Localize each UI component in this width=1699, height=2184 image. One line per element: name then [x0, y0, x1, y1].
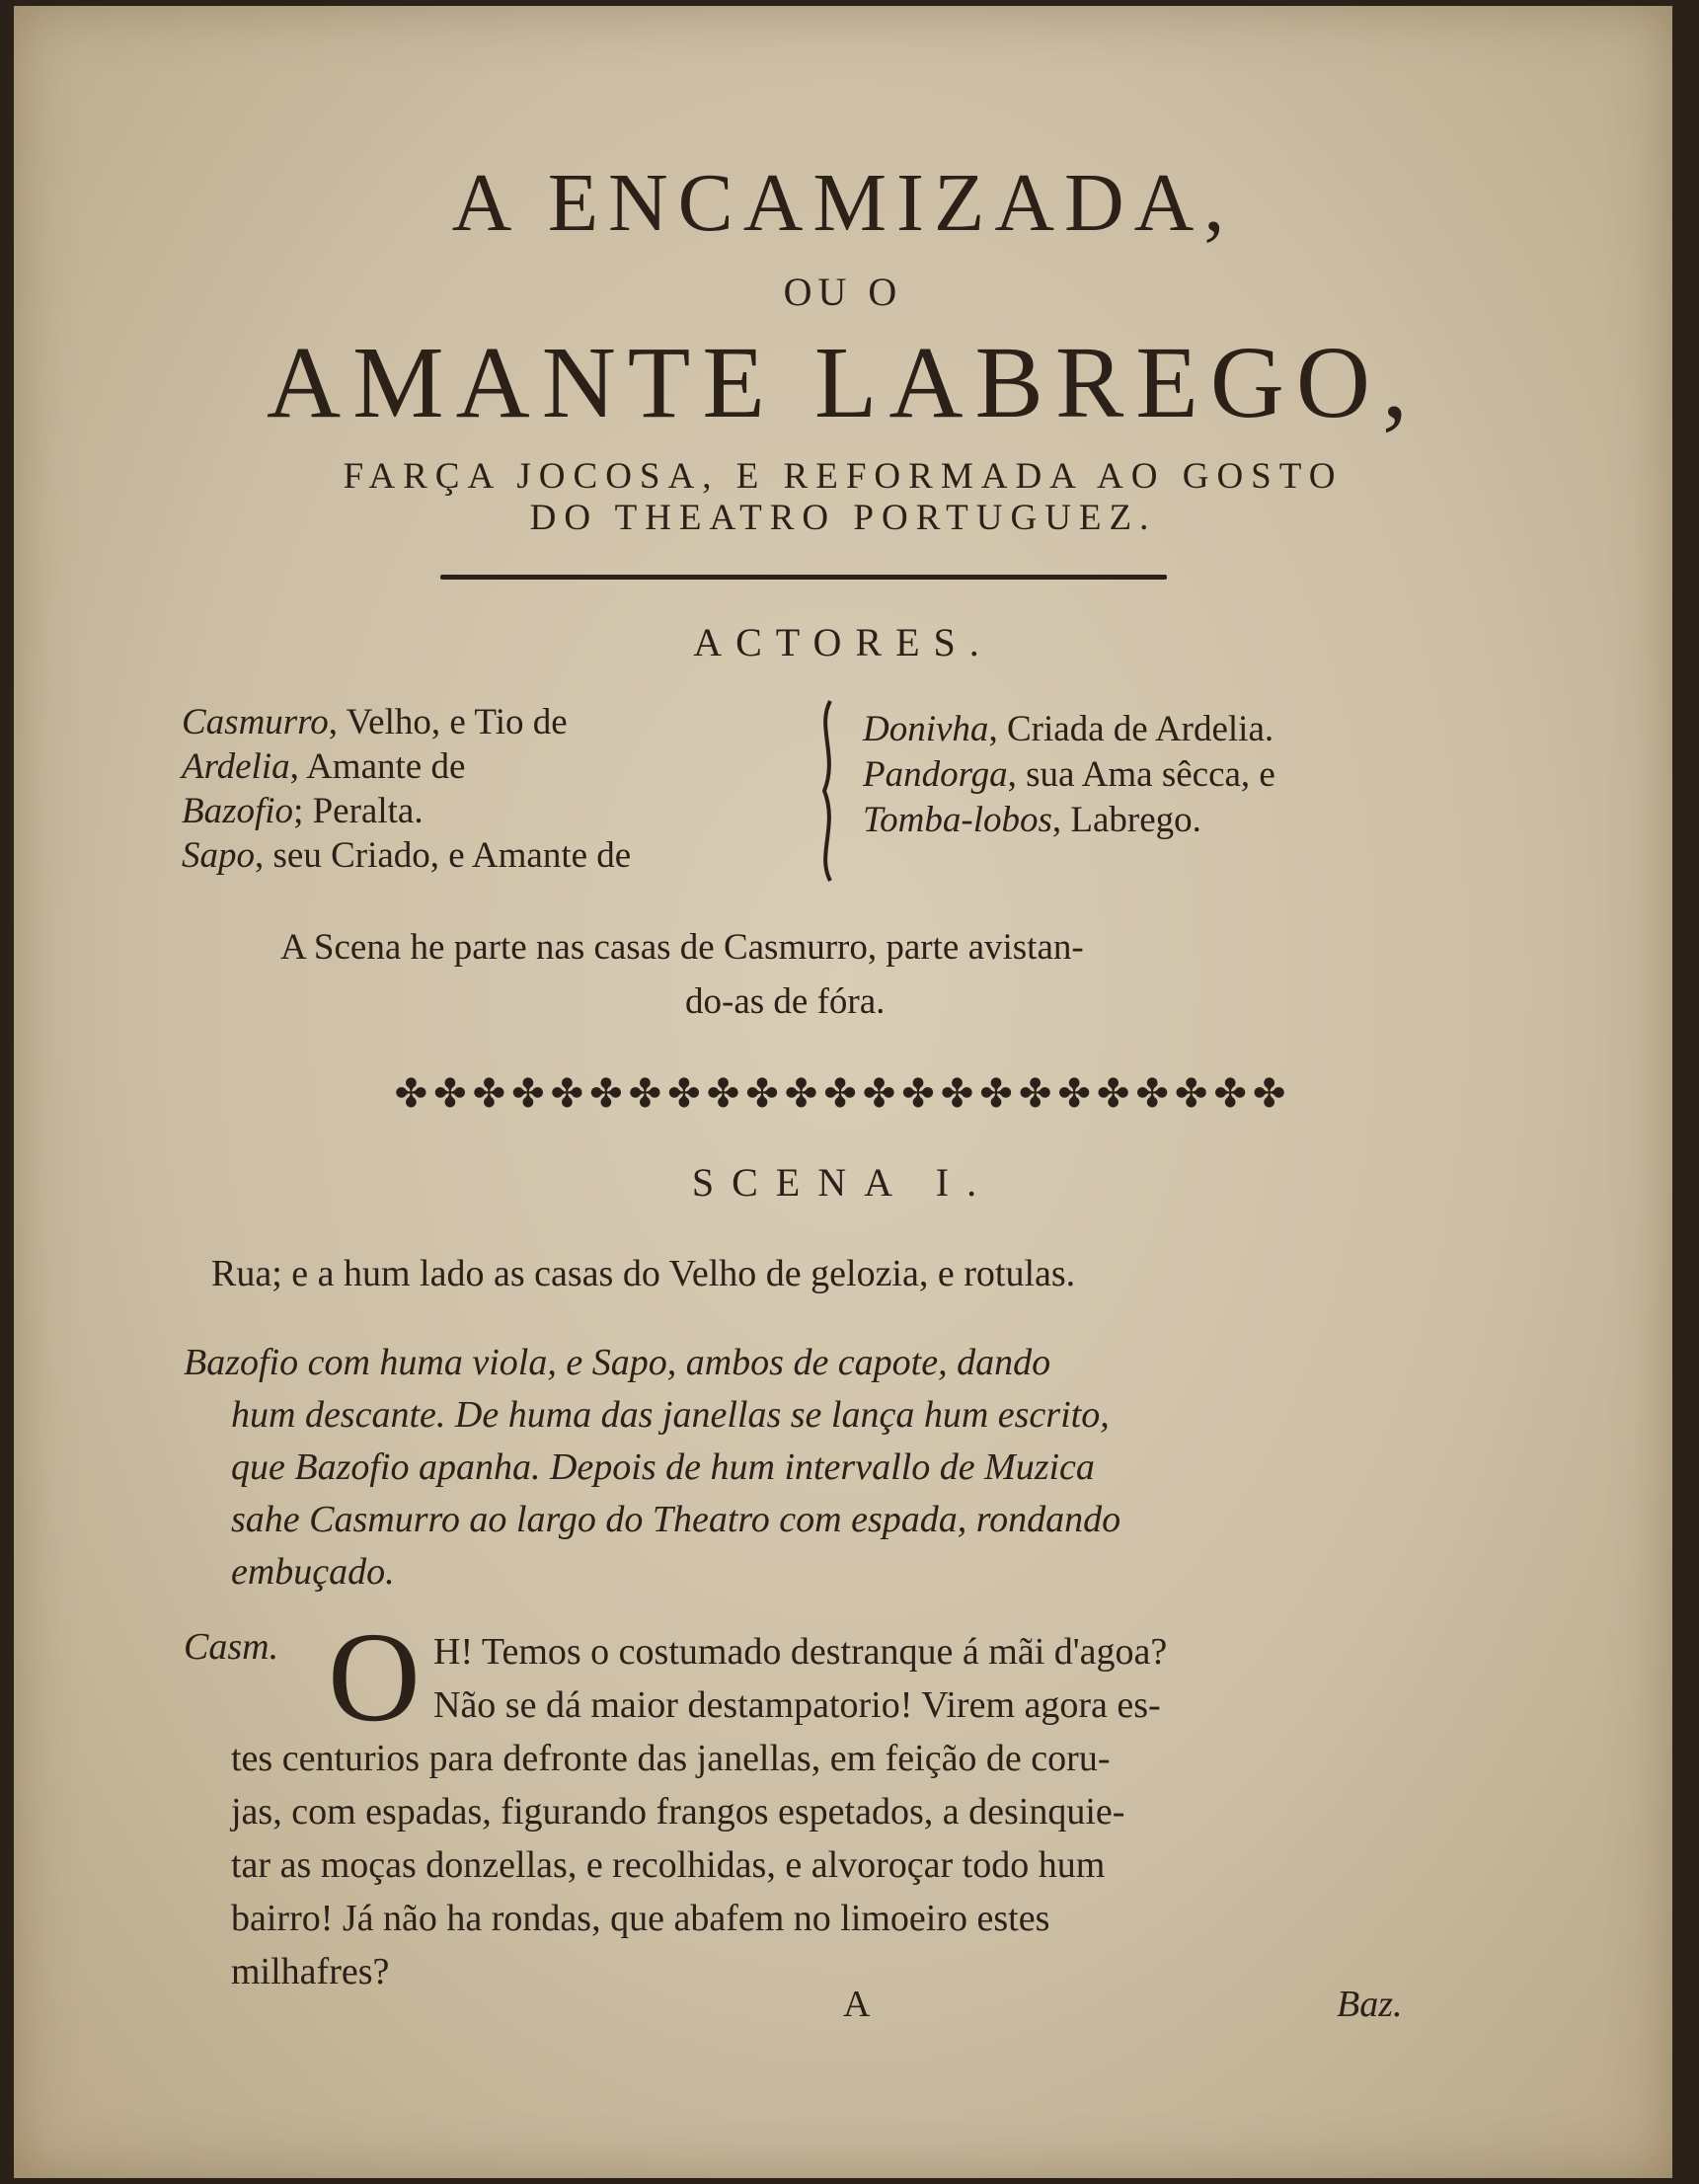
- cast-desc: , Labrego.: [1051, 800, 1201, 840]
- dialogue-line: milhafres?: [231, 1951, 390, 1992]
- cast-entry: [863, 711, 1274, 747]
- cast-entry: [863, 756, 1275, 793]
- scene-setting: Rua; e a hum lado as casas do Velho de gelozia, e rotulas.: [211, 1253, 1076, 1294]
- stage-direction-line: hum descante. De huma das janellas se lança hum escrito,: [231, 1394, 1110, 1436]
- cast-entry: [863, 802, 1201, 838]
- dialogue-line: tar as moças donzellas, e recolhidas, e alvoroçar todo hum: [231, 1844, 1106, 1886]
- stage-direction-line: embuçado.: [231, 1551, 395, 1593]
- cast-desc: , Amante de: [289, 746, 466, 787]
- cast-entry: [182, 837, 631, 874]
- cast-desc: , seu Criado, e Amante de: [255, 835, 632, 876]
- scene-note-line1: A Scena he parte nas casas de Casmurro, parte avistan-: [280, 927, 1084, 968]
- dialogue-line: H! Temos o costumado destranque á mãi d'agoa?: [433, 1631, 1168, 1673]
- catchword: Baz.: [1337, 1984, 1403, 2025]
- cast-name: Bazofio: [182, 791, 294, 831]
- dialogue-line: tes centurios para defronte das janellas, em feição de coru-: [231, 1738, 1111, 1779]
- cast-desc: , Velho, e Tio de: [328, 702, 568, 742]
- ornament-divider: ✤✤✤✤✤✤✤✤✤✤✤✤✤✤✤✤✤✤✤✤✤✤✤: [394, 1071, 1292, 1117]
- cast-desc: , Criada de Ardelia.: [988, 709, 1274, 749]
- scene-note-line2: do-as de fóra.: [685, 981, 886, 1022]
- title-divider: [440, 575, 1167, 580]
- cast-entry: [182, 704, 568, 741]
- play-subtitle: AMANTE LABREGO,: [267, 326, 1420, 439]
- dialogue-line: bairro! Já não ha rondas, que abafem no limoeiro estes: [231, 1898, 1050, 1939]
- cast-name: Casmurro: [182, 702, 329, 742]
- stage-direction-line: Bazofio com huma viola, e Sapo, ambos de capote, dando: [184, 1342, 1051, 1383]
- stage-direction-line: que Bazofio apanha. Depois de hum intervallo de Muzica: [231, 1446, 1095, 1488]
- cast-desc: , sua Ama sêcca, e: [1007, 754, 1275, 795]
- dialogue-line: Não se dá maior destampatorio! Virem agora es-: [433, 1684, 1161, 1726]
- speaker-name: Casm.: [184, 1626, 279, 1668]
- cast-name: Pandorga: [863, 754, 1008, 795]
- dropcap-letter: O: [328, 1606, 421, 1749]
- dialogue-line: jas, com espadas, figurando frangos espetados, a desinquie-: [231, 1791, 1125, 1833]
- title-connector: OU O: [783, 270, 903, 314]
- cast-desc: ; Peralta.: [293, 791, 424, 831]
- title-description-line2: DO THEATRO PORTUGUEZ.: [529, 498, 1157, 538]
- cast-brace: [809, 697, 848, 885]
- cast-entry: [182, 793, 424, 829]
- scene-heading: SCENA I.: [691, 1160, 995, 1205]
- book-page: [14, 6, 1672, 2178]
- cast-name: Sapo: [182, 835, 255, 876]
- cast-name: Tomba-lobos: [863, 800, 1052, 840]
- play-title: A ENCAMIZADA,: [451, 157, 1235, 249]
- actores-heading: ACTORES.: [693, 620, 993, 664]
- stage-direction-line: sahe Casmurro ao largo do Theatro com espada, rondando: [231, 1499, 1121, 1540]
- title-description-line1: FARÇA JOCOSA, E REFORMADA AO GOSTO: [343, 456, 1344, 497]
- cast-name: Donivha: [863, 709, 989, 749]
- cast-name: Ardelia: [182, 746, 290, 787]
- signature-mark: A: [843, 1984, 871, 2025]
- cast-entry: [182, 748, 465, 785]
